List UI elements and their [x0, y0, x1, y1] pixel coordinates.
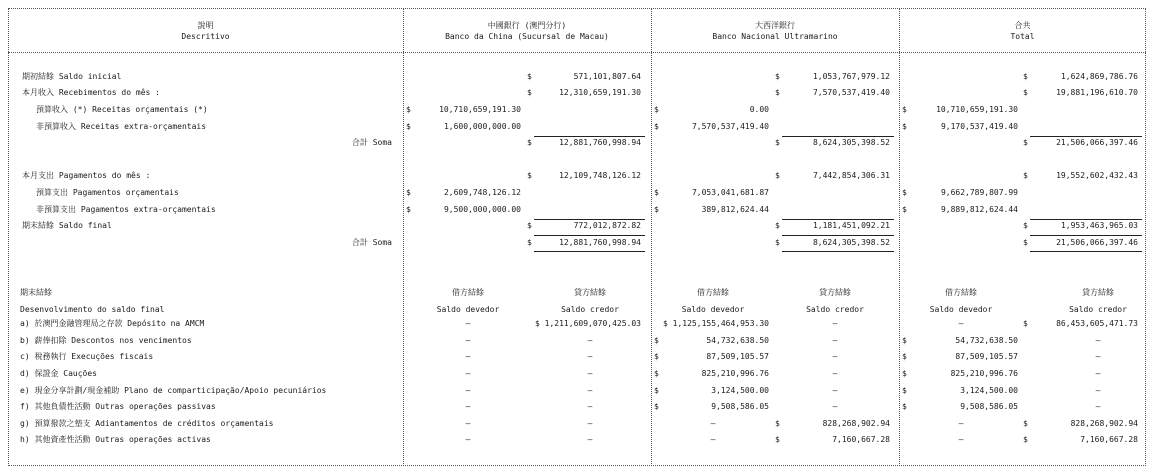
dash-cell: –	[958, 419, 964, 428]
debit-balance-header-zh: 借方結餘	[452, 288, 484, 297]
amount-cell: 825,210,996.76	[701, 369, 769, 378]
dash-cell: –	[587, 419, 593, 428]
amount-cell: 7,160,667.28	[1080, 435, 1138, 444]
row-label: 非預算收入 Receitas extra-orçamentais	[36, 122, 207, 131]
row-label: 預算支出 Pagamentos orçamentais	[36, 188, 179, 197]
dash-cell: –	[587, 369, 593, 378]
dash-cell: –	[587, 402, 593, 411]
currency-symbol: $	[406, 105, 411, 114]
currency-symbol: $	[902, 352, 907, 361]
dash-cell: –	[958, 319, 964, 328]
currency-symbol: $	[406, 188, 411, 197]
currency-symbol: $	[1023, 72, 1028, 81]
amount-cell: 9,508,586.05	[711, 402, 769, 411]
row-label: e) 現金分享計劃/現金補助 Plano de comparticipação/Apoio pecuniários	[20, 386, 327, 395]
currency-symbol: $	[527, 171, 532, 180]
dash-cell: –	[832, 386, 838, 395]
total-underline	[1030, 251, 1142, 252]
dash-cell: –	[465, 419, 471, 428]
amount-cell: 12,310,659,191.30	[559, 88, 641, 97]
amount-cell: 1,053,767,979.12	[812, 72, 890, 81]
amount-cell: 19,881,196,610.70	[1056, 88, 1138, 97]
debit-balance-header-pt: Saldo devedor	[681, 305, 745, 314]
currency-symbol: $	[406, 122, 411, 131]
currency-symbol: $	[902, 205, 907, 214]
dash-cell: –	[832, 369, 838, 378]
amount-cell: 12,881,760,998.94	[559, 238, 641, 247]
row-label: 非預算支出 Pagamentos extra-orçamentais	[36, 205, 216, 214]
dash-cell: –	[710, 419, 716, 428]
dash-cell: –	[465, 386, 471, 395]
currency-symbol: $	[406, 205, 411, 214]
amount-cell: 12,881,760,998.94	[559, 138, 641, 147]
amount-cell: 7,570,537,419.40	[691, 122, 769, 131]
currency-symbol: $	[654, 205, 659, 214]
col-divider-1	[403, 8, 404, 466]
dash-cell: –	[1095, 369, 1101, 378]
currency-symbol: $	[654, 402, 659, 411]
sum-underline	[534, 219, 645, 220]
currency-symbol: $	[775, 238, 780, 247]
amount-cell: 12,109,748,126.12	[559, 171, 641, 180]
lower-title-zh: 期末結餘	[20, 288, 52, 297]
row-label: h) 其他資產性活動 Outras operações activas	[20, 435, 211, 444]
dash-cell: –	[1095, 402, 1101, 411]
dash-cell: –	[465, 352, 471, 361]
currency-symbol: $	[1023, 419, 1028, 428]
currency-symbol: $	[1023, 319, 1028, 328]
total-underline	[534, 251, 645, 252]
amount-cell: 8,624,305,398.52	[812, 238, 890, 247]
amount-cell: 21,506,066,397.46	[1056, 238, 1138, 247]
currency-symbol: $	[654, 188, 659, 197]
row-label: a) 於澳門金融管理局之存款 Depósito na AMCM	[20, 319, 205, 328]
currency-symbol: $	[527, 238, 532, 247]
currency-symbol: $	[1023, 171, 1028, 180]
currency-symbol: $	[775, 88, 780, 97]
currency-symbol: $	[1023, 238, 1028, 247]
row-label: g) 預算撥款之墊支 Adiantamentos de créditos orçamentais	[20, 419, 274, 428]
amount-cell: 825,210,996.76	[950, 369, 1018, 378]
header-divider	[8, 52, 1146, 53]
sum-underline	[534, 136, 645, 137]
currency-symbol: $	[527, 138, 532, 147]
amount-cell: 21,506,066,397.46	[1056, 138, 1138, 147]
header-desc-pt: Descritivo	[181, 32, 230, 41]
col-divider-3	[899, 8, 900, 466]
amount-cell: 1,624,869,786.76	[1060, 72, 1138, 81]
amount-cell: 8,624,305,398.52	[812, 138, 890, 147]
row-label: f) 其他負債性活動 Outras operações passivas	[20, 402, 216, 411]
amount-cell: 571,101,807.64	[573, 72, 641, 81]
amount-cell: 1,953,463,965.03	[1060, 221, 1138, 230]
amount-cell: 828,268,902.94	[822, 419, 890, 428]
total-underline	[782, 235, 894, 236]
dash-cell: –	[832, 336, 838, 345]
header-boc-zh: 中國銀行 (澳門分行)	[487, 21, 567, 30]
credit-balance-header-pt: Saldo credor	[1069, 305, 1127, 314]
currency-symbol: $	[654, 336, 659, 345]
currency-symbol: $	[775, 138, 780, 147]
dash-cell: –	[465, 319, 471, 328]
credit-balance-header-zh: 貸方結餘	[819, 288, 851, 297]
dash-cell: –	[1095, 352, 1101, 361]
currency-symbol: $	[1023, 138, 1028, 147]
currency-symbol: $	[775, 72, 780, 81]
header-total-pt: Total	[1010, 32, 1035, 41]
currency-symbol: $	[775, 221, 780, 230]
amount-cell: 87,509,105.57	[706, 352, 769, 361]
currency-symbol: $	[1023, 88, 1028, 97]
dash-cell: –	[465, 336, 471, 345]
amount-cell: 9,508,586.05	[960, 402, 1018, 411]
currency-symbol: $	[527, 72, 532, 81]
lower-title-pt: Desenvolvimento do saldo final	[20, 305, 165, 314]
amount-cell: 9,500,000,000.00	[443, 205, 521, 214]
currency-symbol: $	[775, 435, 780, 444]
sum-underline	[782, 136, 894, 137]
dash-cell: –	[587, 386, 593, 395]
credit-balance-header-pt: Saldo credor	[806, 305, 864, 314]
currency-symbol: $	[902, 105, 907, 114]
amount-cell: 828,268,902.94	[1070, 419, 1138, 428]
credit-balance-header-pt: Saldo credor	[561, 305, 619, 314]
dash-cell: –	[832, 352, 838, 361]
currency-symbol: $	[654, 386, 659, 395]
header-bnu-zh: 大西洋銀行	[755, 21, 795, 30]
amount-cell: 54,732,638.50	[706, 336, 769, 345]
row-label: 本月支出 Pagamentos do mês :	[22, 171, 151, 180]
amount-cell: 10,710,659,191.30	[936, 105, 1018, 114]
credit-balance-header-zh: 貸方結餘	[1082, 288, 1114, 297]
credit-balance-header-zh: 貸方結餘	[574, 288, 606, 297]
header-total-zh: 合共	[1014, 21, 1031, 30]
row-label: 合計 Soma	[351, 138, 392, 147]
amount-cell: 1,600,000,000.00	[443, 122, 521, 131]
currency-symbol: $	[654, 105, 659, 114]
amount-cell: 772,012,872.82	[573, 221, 641, 230]
amount-cell: 3,124,500.00	[711, 386, 769, 395]
currency-symbol: $	[902, 386, 907, 395]
amount-cell: 9,170,537,419.40	[940, 122, 1018, 131]
amount-cell: 87,509,105.57	[955, 352, 1018, 361]
dash-cell: –	[832, 319, 838, 328]
dash-cell: –	[587, 336, 593, 345]
amount-cell: 9,889,812,624.44	[940, 205, 1018, 214]
currency-symbol: $	[1023, 221, 1028, 230]
row-label: 期末結餘 Saldo final	[22, 221, 112, 230]
row-label: 合計 Soma	[351, 238, 392, 247]
amount-cell: 7,160,667.28	[832, 435, 890, 444]
total-underline	[782, 251, 894, 252]
amount-cell: 2,609,748,126.12	[443, 188, 521, 197]
currency-symbol: $	[527, 221, 532, 230]
amount-cell: 0.00	[749, 105, 769, 114]
header-boc-pt: Banco da China (Sucursal de Macau)	[445, 32, 609, 41]
dash-cell: –	[710, 435, 716, 444]
amount-cell: 10,710,659,191.30	[439, 105, 521, 114]
row-label: c) 稅務執行 Execuções fiscais	[20, 352, 154, 361]
header-desc-zh: 說明	[197, 21, 214, 30]
total-underline	[534, 235, 645, 236]
amount-cell: 19,552,602,432.43	[1056, 171, 1138, 180]
amount-cell: 7,442,854,306.31	[812, 171, 890, 180]
amount-cell: 389,812,624.44	[701, 205, 769, 214]
row-label: b) 薪俸扣除 Descontos nos vencimentos	[20, 336, 192, 345]
currency-symbol: $	[527, 88, 532, 97]
debit-balance-header-zh: 借方結餘	[697, 288, 729, 297]
col-divider-2	[651, 8, 652, 466]
amount-cell: 7,570,537,419.40	[812, 88, 890, 97]
currency-symbol: $	[654, 352, 659, 361]
row-label: 預算收入 (*) Receitas orçamentais (*)	[36, 105, 208, 114]
currency-symbol: $	[1023, 435, 1028, 444]
row-label: d) 保證金 Cauções	[20, 369, 97, 378]
total-underline	[1030, 235, 1142, 236]
debit-balance-header-zh: 借方結餘	[945, 288, 977, 297]
row-label: 本月收入 Recebimentos do mês :	[22, 88, 160, 97]
amount-cell: $ 1,125,155,464,953.30	[663, 319, 769, 328]
currency-symbol: $	[654, 369, 659, 378]
amount-cell: $ 1,211,609,070,425.03	[535, 319, 641, 328]
debit-balance-header-pt: Saldo devedor	[929, 305, 993, 314]
currency-symbol: $	[902, 188, 907, 197]
dash-cell: –	[587, 352, 593, 361]
amount-cell: 7,053,041,681.87	[691, 188, 769, 197]
amount-cell: 1,181,451,092.21	[812, 221, 890, 230]
row-label: 期初結餘 Saldo inicial	[22, 72, 122, 81]
currency-symbol: $	[902, 402, 907, 411]
dash-cell: –	[465, 435, 471, 444]
dash-cell: –	[832, 402, 838, 411]
dash-cell: –	[1095, 336, 1101, 345]
sum-underline	[782, 219, 894, 220]
currency-symbol: $	[902, 122, 907, 131]
amount-cell: 54,732,638.50	[955, 336, 1018, 345]
dash-cell: –	[465, 369, 471, 378]
sum-underline	[1030, 219, 1142, 220]
amount-cell: 86,453,605,471.73	[1056, 319, 1138, 328]
sum-underline	[1030, 136, 1142, 137]
currency-symbol: $	[775, 419, 780, 428]
currency-symbol: $	[902, 336, 907, 345]
debit-balance-header-pt: Saldo devedor	[436, 305, 500, 314]
currency-symbol: $	[902, 369, 907, 378]
currency-symbol: $	[775, 171, 780, 180]
amount-cell: 3,124,500.00	[960, 386, 1018, 395]
header-bnu-pt: Banco Nacional Ultramarino	[712, 32, 838, 41]
dash-cell: –	[958, 435, 964, 444]
amount-cell: 9,662,789,807.99	[940, 188, 1018, 197]
currency-symbol: $	[654, 122, 659, 131]
dash-cell: –	[465, 402, 471, 411]
dash-cell: –	[587, 435, 593, 444]
dash-cell: –	[1095, 386, 1101, 395]
